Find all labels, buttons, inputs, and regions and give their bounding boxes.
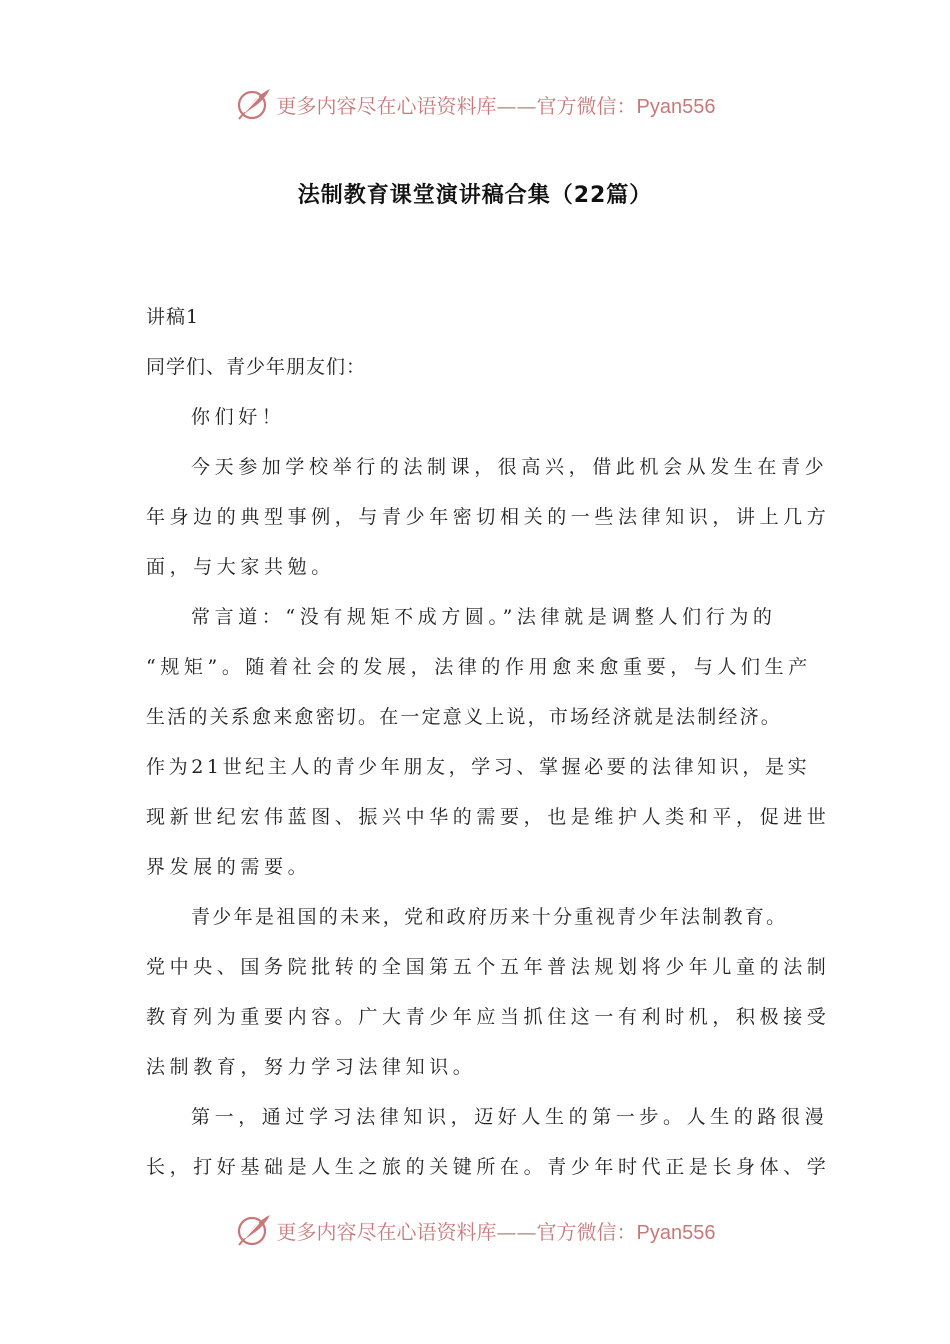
salutation: 同学们、青少年朋友们：	[146, 356, 367, 378]
watermark-text	[277, 90, 716, 119]
paragraph-line: 法制教育，努力学习法律知识。	[146, 1056, 477, 1078]
watermark-dash: ——	[496, 93, 537, 118]
watermark-prefix: 更多内容尽在心语资料库	[276, 1219, 497, 1244]
watermark-dash: ——	[496, 1219, 537, 1244]
header-watermark	[0, 84, 950, 124]
paragraph-line: “规矩”。随着社会的发展，法律的作用愈来愈重要，与人们生产	[146, 656, 812, 678]
footer-watermark	[0, 1210, 950, 1250]
greeting: 你们好！	[191, 406, 286, 428]
paragraph-line: 党中央、国务院批转的全国第五个五年普法规划将少年儿童的法制	[146, 956, 831, 978]
paragraph-line: 现新世纪宏伟蓝图、振兴中华的需要，也是维护人类和平，促进世	[146, 806, 831, 828]
quill-logo-icon	[235, 86, 273, 122]
paragraph-line: 第一，通过学习法律知识，迈好人生的第一步。人生的路很漫	[191, 1106, 829, 1128]
watermark-prefix: 更多内容尽在心语资料库	[276, 93, 497, 118]
document-body	[146, 292, 831, 1192]
section-heading: 讲稿1	[146, 306, 200, 328]
paragraph-line: 青少年是祖国的未来，党和政府历来十分重视青少年法制教育。	[191, 906, 788, 928]
paragraph-line: 常言道：“没有规矩不成方圆。”法律就是调整人们行为的	[191, 606, 777, 628]
watermark-wechat-id: Pyan556	[636, 1221, 716, 1244]
paragraph-line: 教育列为重要内容。广大青少年应当抓住这一有利时机，积极接受	[146, 1006, 831, 1028]
paragraph-line: 年身边的典型事例，与青少年密切相关的一些法律知识，讲上几方	[146, 506, 831, 528]
paragraph-line: 今天参加学校举行的法制课，很高兴，借此机会从发生在青少	[191, 456, 829, 478]
watermark-label: 官方微信：	[536, 1219, 637, 1244]
paragraph-line: 面，与大家共勉。	[146, 556, 335, 578]
quill-logo-icon	[235, 1212, 273, 1248]
paragraph-line: 生活的关系愈来愈密切。在一定意义上说，市场经济就是法制经济。	[146, 706, 783, 728]
document-title: 法制教育课堂演讲稿合集（22篇）	[297, 183, 653, 208]
watermark-wechat-id: Pyan556	[636, 95, 716, 118]
paragraph-line: 长，打好基础是人生之旅的关键所在。青少年时代正是长身体、学	[146, 1156, 831, 1178]
watermark-label: 官方微信：	[536, 93, 637, 118]
watermark-text	[277, 1216, 716, 1245]
paragraph-line: 作为21世纪主人的青少年朋友，学习、掌握必要的法律知识，是实	[146, 756, 811, 778]
paragraph-line: 界发展的需要。	[146, 856, 312, 878]
